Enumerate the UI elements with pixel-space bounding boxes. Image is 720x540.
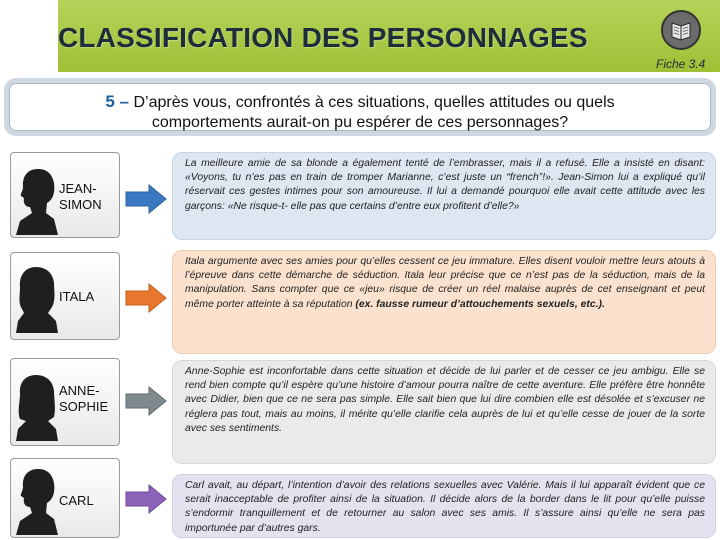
character-name: JEAN- SIMON <box>59 181 102 212</box>
book-icon <box>661 10 701 50</box>
arrow-right-icon <box>125 283 167 313</box>
person-silhouette-icon <box>14 265 60 333</box>
character-text-box: Carl avait, au départ, l’intention d’avoir des relations sexuelles avec Valérie. Mais il lui apparaît évident que ce serait inacceptable de profiter ainsi de la situation. Il décide alors de la border dans le lit pour qu’elle puisse s’endormir tranquillement et de retourner au salon avec ses amis. Il s’assure ainsi qu’elle ne sera pas importunée par d’autres gars. <box>172 474 716 538</box>
fiche-label: Fiche 3.4 <box>656 57 706 71</box>
character-text-note: (ex. fausse rumeur d’attouchements sexuels, etc.). <box>355 298 605 310</box>
question-text-1: D’après vous, confrontés à ces situations, quelles attitudes ou quels <box>133 94 615 111</box>
question-line-2: comportements aurait-on pu espérer de ces personnages? <box>151 114 569 131</box>
character-name: ANNE- SOPHIE <box>59 383 109 414</box>
character-text: Itala argumente avec ses amies pour qu’elles cessent ce jeu immature. Elles disent vouloir mettre leurs atouts à l’épreuve dans cette démarche de séduction. Itala leur précise que ce n’est pas de la séduction, mais de la manipulation. Sans compter que ce «jeu» risque de créer un réel malaise auprès de cet enseignant et peut même porter atteinte à sa réputation <box>185 256 705 310</box>
character-text-box <box>172 250 716 354</box>
arrow-right-icon <box>125 484 167 514</box>
character-text-box: La meilleure amie de sa blonde a également tenté de l’embrasser, mais il a refusé. Elle a insisté en disant: «Voyons, tu n’es pas en train de tromper Marianne, c’est juste un “french”!». Jean-Simon lui a expliqué qu’il réservait ces gestes intimes pour son amoureuse. Il lui a demandé pourquoi elle avait cette attitude avec les garçons: «Ne risque-t- elle pas que certains d’entre eux profitent d’elle?» <box>172 152 716 240</box>
page-title: CLASSIFICATION DES PERSONNAGES <box>58 22 588 53</box>
person-silhouette-icon <box>14 373 60 441</box>
person-silhouette-icon <box>14 167 60 235</box>
arrow-right-icon <box>125 184 167 214</box>
arrow-right-icon <box>125 386 167 416</box>
question-box <box>4 78 716 136</box>
character-text-box: Anne-Sophie est inconfortable dans cette situation et décide de lui parler et de cesser ce jeu ambigu. Elle se rend bien compte qu’il espère qu’une histoire d’amour pourra naître de cette aventure. Elle préfère être honnête avec Didier, bien que ce ne sera pas simple. Elle sait bien que lui dire combien elle est désolée et s’excuser ne réglera pas tout, mais au moins, il mérite qu’elle clarifie cela auprès de lui et qu’elle cesse de jouer de la sorte avec ses sentiments. <box>172 360 716 464</box>
person-silhouette-icon <box>14 467 60 535</box>
character-card-itala <box>10 252 120 340</box>
question-line-1 <box>9 92 711 112</box>
header-left-margin <box>0 0 58 72</box>
character-name: ITALA <box>59 289 95 304</box>
header <box>0 0 720 72</box>
character-card-anne-sophie <box>10 358 120 446</box>
character-card-carl <box>10 458 120 538</box>
character-card-jean-simon <box>10 152 120 238</box>
question-number: 5 – <box>105 92 129 111</box>
character-name: CARL <box>59 493 94 508</box>
